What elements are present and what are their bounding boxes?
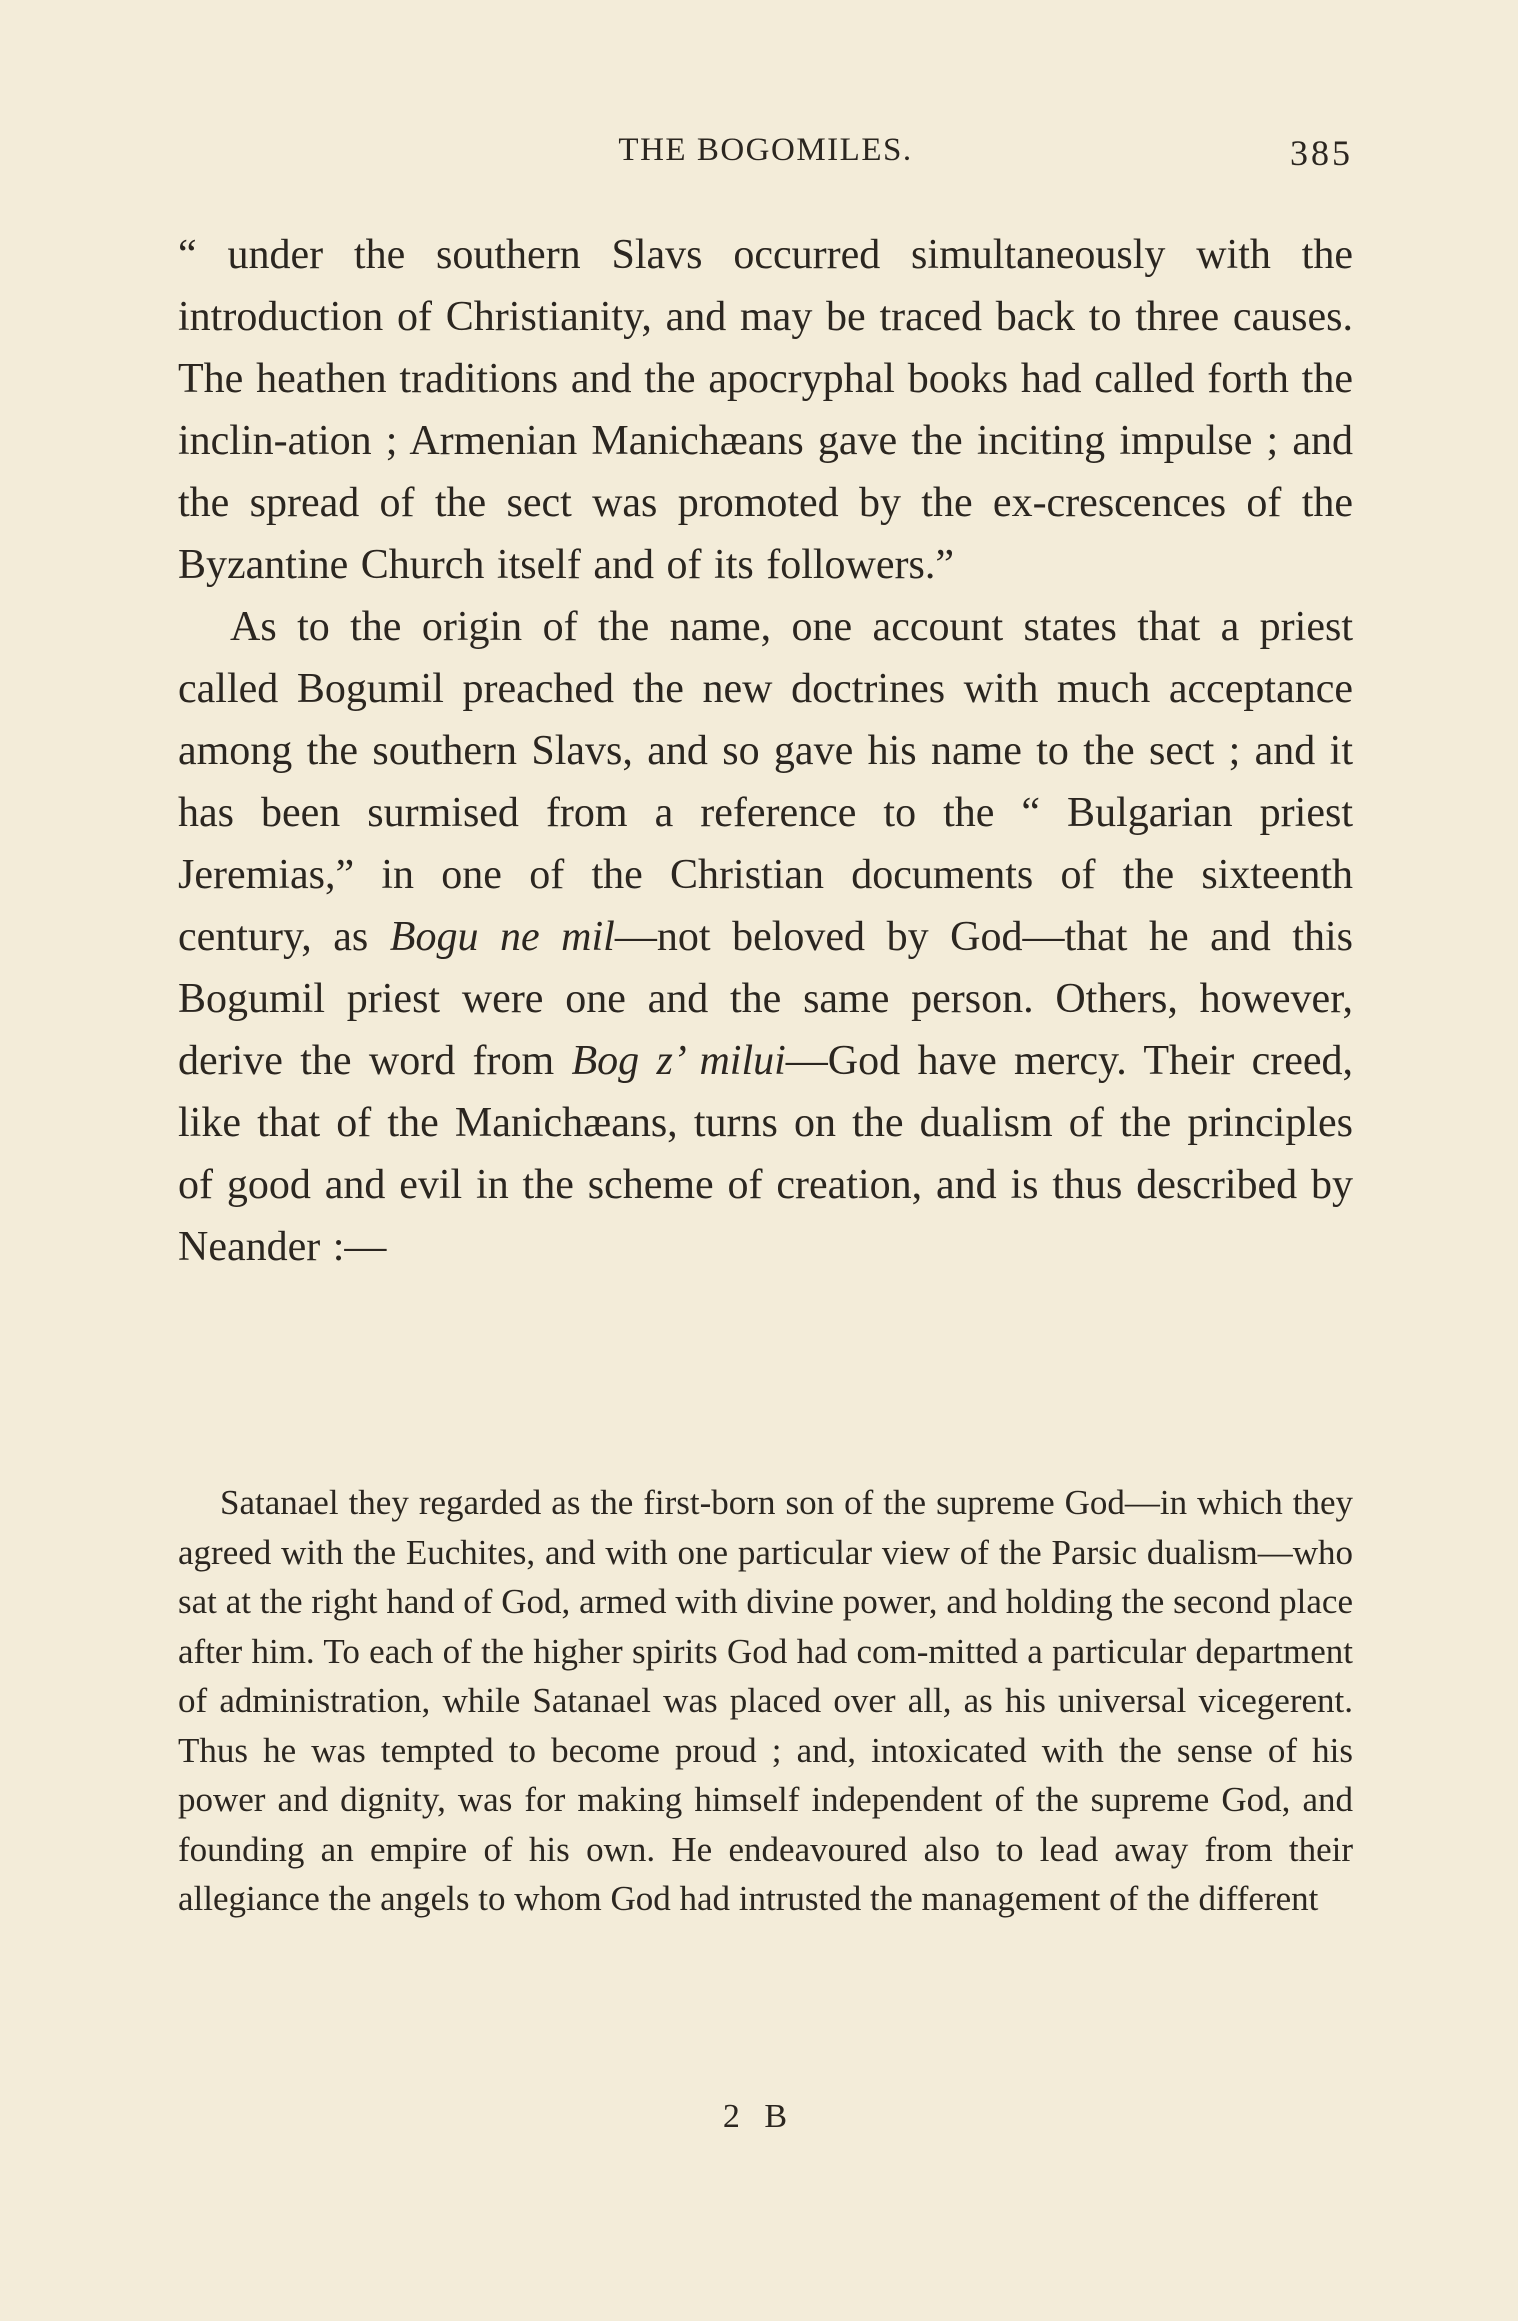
paragraph-2 xyxy=(178,596,1353,1278)
italic-phrase-bog-z-milui: Bog z’ milui xyxy=(571,1038,786,1084)
page-header xyxy=(178,132,1353,192)
quote-paragraph: Satanael they regarded as the first-born son of the supreme God—in which they agreed with the Euchites, and with one particular view of the Parsic dualism—who sat at the right hand of God, armed with divine power, and holding the second place after him. To each of the higher spirits God had com-mitted a particular department of administration, while Satanael was placed over all, as his universal vicegerent. Thus he was tempted to become proud ; and, intoxicated with the sense of his power and dignity, was for making himself independent of the supreme God, and founding an empire of his own. He endeavoured also to lead away from their allegiance the angels to whom God had intrusted the management of the different xyxy=(178,1483,1353,1918)
paragraph-2-part-3: —God have mercy. Their creed, like that of the Manichæans, turns on the dualism of the principles of good and evil in the scheme of creation, and is thus described by Neander :— xyxy=(178,1038,1353,1270)
paragraph-2-part-2: —not beloved by God—that he and this Bogumil priest were one and the same person. Others, however, derive the word from xyxy=(178,914,1354,1084)
page-number: 385 xyxy=(1290,133,1353,173)
paragraph-2-part-1: As to the origin of the name, one account states that a priest called Bogumil preached the new doctrines with much acceptance among the southern Slavs, and so gave his name to the sect ; and it has been surmised from a reference to the “ Bulgarian priest Jeremias,” in one of the Christian documents of the sixteenth century, as xyxy=(178,604,1353,960)
running-title: THE BOGOMILES. xyxy=(618,132,913,168)
main-text xyxy=(178,224,1353,1278)
block-quote xyxy=(178,1478,1353,1924)
paragraph-1: “ under the southern Slavs occurred simultaneously with the introduction of Christianity, and may be traced back to three causes. The heathen traditions and the apocryphal books had called forth the inclin-ation ; Armenian Manichæans gave the inciting impulse ; and the spread of the sect was promoted by the ex-crescences of the Byzantine Church itself and of its followers.” xyxy=(178,232,1353,588)
signature-mark: 2 B xyxy=(722,2098,796,2135)
italic-phrase-bogu-ne-mil: Bogu ne mil xyxy=(389,914,615,960)
